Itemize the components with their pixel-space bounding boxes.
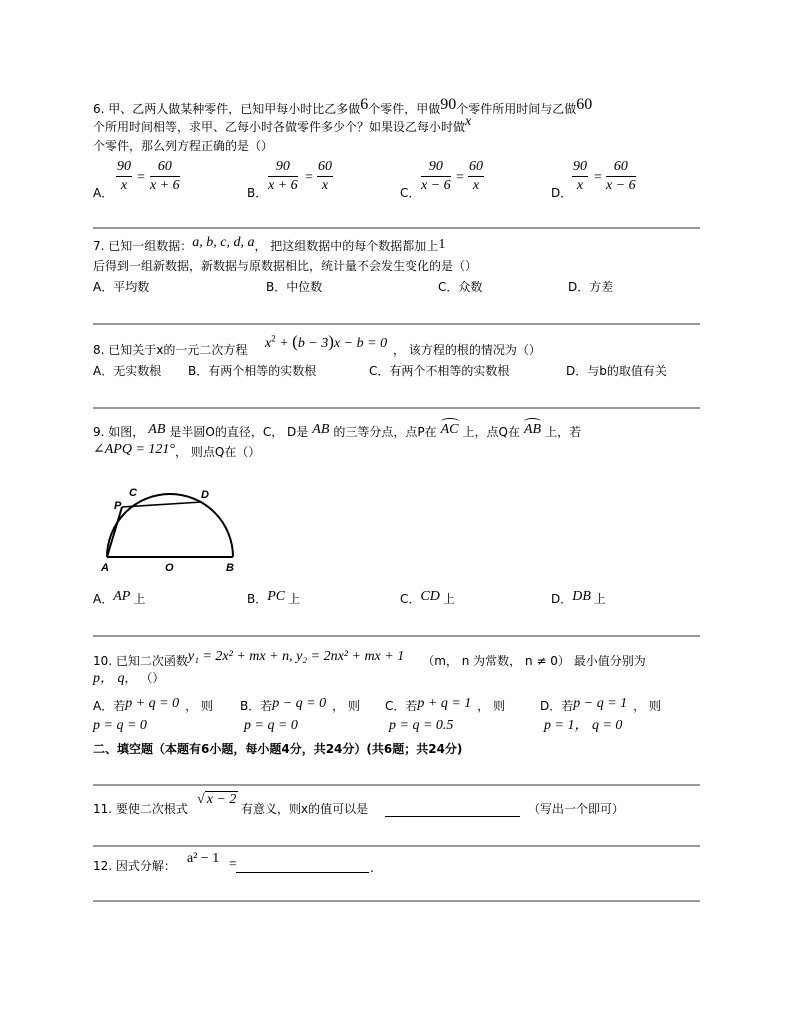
- q6-option-d-label: D．: [551, 186, 573, 200]
- q10-option-d-result: p = 1， q = 0: [544, 718, 623, 733]
- q9-option-b: B．PC 上: [247, 589, 301, 606]
- label-d: D: [201, 489, 209, 501]
- divider: [93, 784, 700, 786]
- q10-option-a-result: p = q = 0: [93, 718, 147, 733]
- q6-option-c-right-fraction: $\frac{60}{x}$: [469, 159, 483, 193]
- q12-text: 12. 因式分解：: [93, 859, 176, 873]
- arc-ac: AC: [440, 422, 459, 437]
- q10-option-c: C．若p + q = 1 ， 则: [385, 696, 506, 713]
- chord-ap: [107, 507, 122, 557]
- q9-option-c: C．CD 上: [400, 589, 455, 606]
- q6-option-b-right-fraction: $\frac{60}{x}$: [318, 159, 332, 193]
- label-a: A: [101, 562, 109, 574]
- q10-option-b-result: p = q = 0: [244, 718, 298, 733]
- q11-text-mid: 有意义，则x的值可以是: [241, 802, 369, 816]
- q7-option-c: C．众数: [438, 280, 483, 294]
- q9-option-d: D．DB 上: [551, 589, 606, 606]
- q9-line2: ∠APQ = 121°， 则点Q在（）: [93, 442, 261, 459]
- q10-line2: p， q， （）: [93, 671, 165, 686]
- q6-option-b-left-fraction: $\frac{90}{x + 6}$: [268, 159, 298, 193]
- q6-line3: 个零件，那么列方程正确的是（）: [93, 139, 274, 153]
- q8-option-d: D．与b的取值有关: [566, 364, 667, 378]
- q9-line1: 9. 如图， AB 是半圆O的直径，C， D是 AB 的三等分点，点P在 AC 上，点Q在 AB 上，若: [93, 422, 582, 439]
- q10-option-a: A．若p + q = 0 ， 则: [93, 696, 213, 713]
- q6-option-c-equals: =: [456, 170, 464, 185]
- sqrt-expression: √ x − 2: [197, 792, 237, 807]
- q6-option-b-label: B．: [247, 186, 268, 200]
- divider: [93, 845, 700, 847]
- arc-ab: AB: [523, 422, 542, 437]
- q10-option-b: B．若p − q = 0 ， 则: [240, 696, 360, 713]
- label-b: B: [226, 562, 234, 574]
- q8-line1-end: ， 该方程的根的情况为（）: [393, 343, 541, 357]
- label-p: P: [114, 500, 122, 512]
- q6-option-a-left-fraction: $\frac{90}{x}$: [117, 159, 131, 193]
- q8-option-b: B．有两个相等的实数根: [188, 364, 317, 378]
- q10-option-c-result: p = q = 0.5: [389, 718, 454, 733]
- q12-equals: =: [229, 857, 237, 872]
- divider: [93, 900, 700, 902]
- q6-line2: 个所用时间相等，求甲、乙每小时各做零件多少个？如果设乙每小时做x: [93, 114, 472, 134]
- q6-option-a-label: A．: [93, 186, 114, 200]
- q6-option-a-right-fraction: $\frac{60}{x + 6}$: [150, 159, 180, 193]
- q7-option-a: A．平均数: [93, 280, 150, 294]
- q10-option-d: D．若p − q = 1 ， 则: [540, 696, 661, 713]
- section-heading: 二、填空题（本题有6小题，每小题4分，共24分）(共6题；共24分): [93, 742, 463, 756]
- q8-option-c: C．有两个不相等的实数根: [369, 364, 510, 378]
- semicircle-figure: [93, 480, 253, 575]
- q7-line1: 7. 已知一组数据：a, b, c, d, a， 把这组数据中的每个数据都加上1: [93, 235, 446, 253]
- q10-line1: 10. 已知二次函数y₁ = 2x² + mx + n, y₂ = 2nx² + mx + 1 （m， n 为常数， n ≠ 0） 最小值分别为: [93, 649, 646, 668]
- label-o: O: [165, 562, 174, 574]
- q8-option-a: A．无实数根: [93, 364, 162, 378]
- answer-blank-12[interactable]: [236, 872, 369, 873]
- q8-line1-start: 8. 已知关于x的一元二次方程: [93, 343, 248, 357]
- q6-option-d-right-fraction: $\frac{60}{x - 6}$: [606, 159, 636, 193]
- q8-equation: $x^2 + (b - 3)x - b = 0$: [265, 332, 388, 351]
- q6-option-d-left-fraction: $\frac{90}{x}$: [573, 159, 587, 193]
- divider: [93, 635, 700, 637]
- answer-blank-11[interactable]: [385, 816, 520, 817]
- q11-text-start: 11. 要使二次根式: [93, 802, 188, 816]
- q6-option-b-equals: =: [305, 170, 313, 185]
- divider: [93, 227, 700, 229]
- q12-period: .: [370, 861, 374, 875]
- q7-option-b: B．中位数: [266, 280, 323, 294]
- q11-hint: （写出一个即可）: [528, 802, 625, 816]
- q7-option-d: D．方差: [568, 280, 614, 294]
- divider: [93, 407, 700, 409]
- label-c: C: [129, 487, 137, 499]
- divider: [93, 323, 700, 325]
- q6-option-c-left-fraction: $\frac{90}{x - 6}$: [421, 159, 451, 193]
- q7-line2: 后得到一组新数据，新数据与原数据相比，统计量不会发生变化的是（）: [93, 259, 478, 273]
- q6-option-a-equals: =: [137, 170, 145, 185]
- q9-option-a: A．AP 上: [93, 589, 146, 606]
- q12-expression: a² − 1: [187, 851, 220, 866]
- q6-option-c-label: C．: [400, 186, 421, 200]
- q6-line1: 6. 甲、乙两人做某种零件，已知甲每小时比乙多做6个零件，甲做90个零件所用时间与乙做60: [93, 96, 593, 116]
- q6-option-d-equals: =: [594, 170, 602, 185]
